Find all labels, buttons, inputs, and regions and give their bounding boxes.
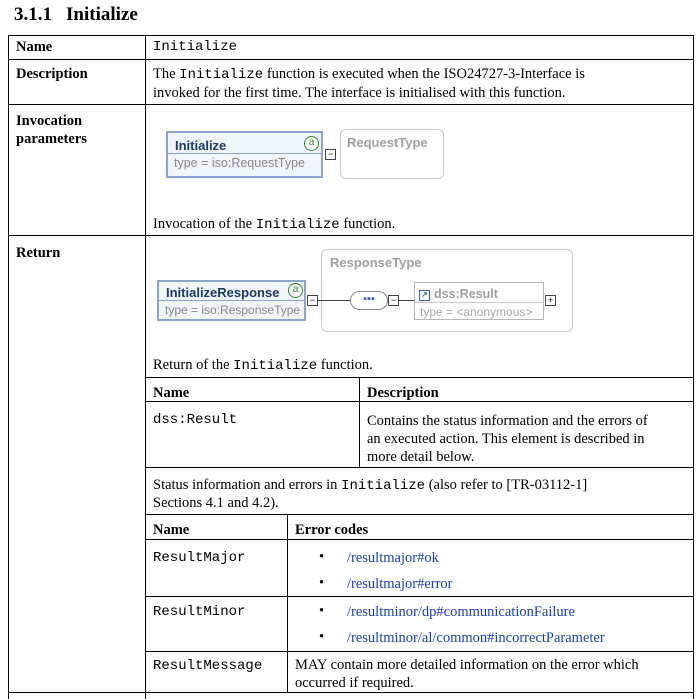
inline-code: Initialize — [255, 217, 340, 233]
request-type-box — [340, 129, 444, 179]
bullet: • — [319, 603, 325, 619]
attribute-badge-icon: a — [304, 136, 319, 151]
result-message-desc-line-2: occurred if required. — [295, 675, 414, 691]
response-element-name: InitializeResponse — [166, 285, 280, 300]
collapse-icon[interactable]: − — [325, 149, 336, 160]
error-code-link[interactable]: /resultmajor#ok — [347, 550, 439, 566]
table-border-right — [693, 35, 694, 699]
inner-table-border — [145, 539, 694, 540]
table1-header-name: Name — [153, 385, 190, 401]
request-type-label: RequestType — [347, 135, 428, 150]
section-number: 3.1.1 — [14, 4, 52, 25]
result-message-name: ResultMessage — [153, 658, 263, 674]
table-border-left — [8, 35, 9, 699]
invocation-label-line-1: Invocation — [16, 113, 83, 129]
table1-row-desc-line-3: more detail below. — [367, 449, 475, 465]
row-divider — [8, 104, 694, 105]
child-element-type: type = <anonymous> — [415, 302, 543, 319]
table1-row-name: dss:Result — [153, 412, 238, 428]
name-label: Name — [16, 39, 53, 55]
table1-row-desc-line-1: Contains the status information and the errors of — [367, 413, 648, 429]
result-minor-name: ResultMinor — [153, 604, 246, 620]
element-name: Initialize — [175, 138, 227, 153]
inner-table-column-divider — [287, 514, 288, 693]
response-element-type: type = iso:ResponseType — [159, 300, 304, 317]
dss-result-element-box — [414, 282, 544, 320]
bullet: • — [319, 549, 325, 565]
inline-code: Initialize — [179, 67, 264, 83]
status-text-line-1: Status information and errors in Initialize (also refer to [TR-03112-1] — [153, 477, 588, 494]
status-text-line-2: Sections 4.1 and 4.2). — [153, 495, 279, 511]
row-divider — [8, 59, 694, 60]
inner-table-border — [145, 377, 694, 378]
element-type: type = iso:RequestType — [168, 153, 321, 170]
inline-code: Initialize — [233, 358, 318, 374]
table-column-divider — [145, 35, 146, 699]
section-heading — [14, 4, 138, 26]
row-divider — [8, 235, 694, 236]
section-title: Initialize — [66, 4, 138, 25]
table1-header-description: Description — [367, 385, 439, 401]
reference-arrow-icon: ↗ — [419, 290, 430, 301]
collapse-icon[interactable]: − — [307, 295, 318, 306]
error-code-link[interactable]: /resultminor/al/common#incorrectParameter — [347, 630, 605, 646]
sequence-icon: ▪▪▪ — [350, 291, 388, 310]
description-line-1: The Initialize function is executed when the ISO24727-3-Interface is — [153, 66, 585, 83]
table-border-top — [8, 35, 694, 36]
invocation-caption: Invocation of the Initialize function. — [153, 216, 396, 233]
return-label: Return — [16, 245, 61, 261]
initialize-element-box — [166, 131, 323, 178]
result-major-name: ResultMajor — [153, 550, 246, 566]
table1-row-desc-line-2: an executed action. This element is described in — [367, 431, 645, 447]
description-line-2: invoked for the first time. The interface is initialised with this function. — [153, 85, 566, 101]
connector-line — [398, 300, 414, 301]
description-label: Description — [16, 66, 88, 82]
inner-table-border — [145, 514, 694, 515]
table2-header-name: Name — [153, 522, 190, 538]
table2-header-error-codes: Error codes — [295, 522, 369, 538]
error-code-link[interactable]: /resultmajor#error — [347, 576, 453, 592]
inner-table-border — [145, 651, 694, 652]
inline-code: Initialize — [341, 478, 426, 494]
bullet: • — [319, 629, 325, 645]
function-name: Initialize — [153, 39, 238, 55]
inner-table-border — [145, 467, 694, 468]
error-code-link[interactable]: /resultminor/dp#communicationFailure — [347, 604, 575, 620]
connector-line — [318, 300, 350, 301]
expand-icon[interactable]: + — [545, 295, 556, 306]
child-element-name: ↗ dss:Result — [415, 283, 543, 302]
result-message-desc-line-1: MAY contain more detailed information on the error which — [295, 657, 639, 673]
invocation-label-line-2: parameters — [16, 131, 87, 147]
row-divider — [8, 692, 694, 693]
attribute-badge-icon: a — [288, 283, 303, 298]
collapse-icon[interactable]: − — [388, 295, 399, 306]
inner-table-border — [145, 596, 694, 597]
inner-table-column-divider — [359, 377, 360, 468]
initialize-response-element-box — [157, 280, 306, 321]
response-type-label: ResponseType — [330, 255, 422, 270]
bullet: • — [319, 575, 325, 591]
return-caption: Return of the Initialize function. — [153, 357, 373, 374]
